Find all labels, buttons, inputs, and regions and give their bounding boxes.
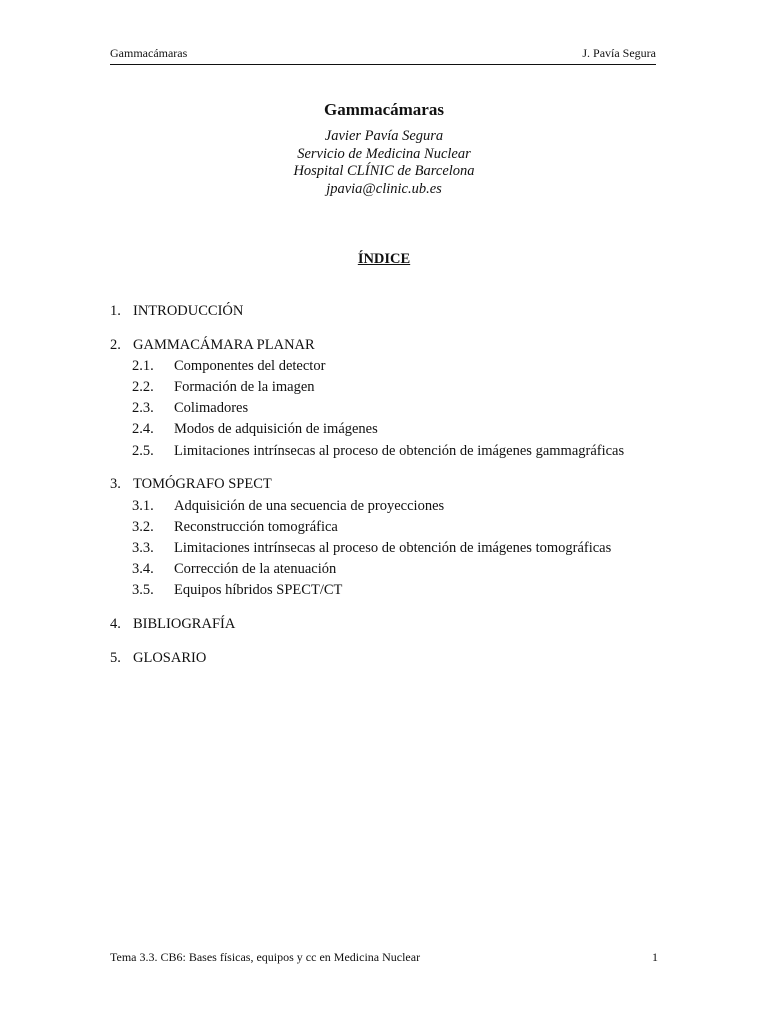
toc-subentry-label: Adquisición de una secuencia de proyecciones: [174, 497, 445, 514]
author-department: Servicio de Medicina Nuclear: [297, 145, 471, 162]
author-email: jpavia@clinic.ub.es: [326, 180, 442, 197]
toc-subentry-number: 2.1.: [132, 357, 154, 374]
toc-entry-label: BIBLIOGRAFÍA: [133, 615, 236, 632]
toc-subentry-number: 3.2.: [132, 518, 154, 535]
toc-subentry-number: 2.4.: [132, 421, 154, 438]
footer-course-title: Tema 3.3. CB6: Bases físicas, equipos y cc en Medicina Nuclear: [110, 950, 421, 964]
toc-subentry-label: Equipos híbridos SPECT/CT: [174, 582, 343, 599]
toc-subentry-number: 3.4.: [132, 561, 154, 578]
toc-section: [110, 649, 670, 670]
toc-entry: [110, 302, 670, 323]
toc-entry: [110, 615, 670, 636]
toc-entry-number: 1.: [110, 303, 121, 319]
header-title: Gammacámaras: [110, 46, 188, 60]
toc-section: [110, 615, 670, 636]
toc-subentry-label: Reconstrucción tomográfica: [174, 518, 338, 535]
page-footer: [110, 950, 658, 964]
toc-subentry-label: Formación de la imagen: [174, 379, 315, 396]
toc-section: [110, 302, 670, 323]
toc-entry-number: 5.: [110, 649, 121, 666]
title-block: [0, 99, 768, 198]
toc-subentry-label: Modos de adquisición de imágenes: [174, 421, 378, 438]
toc-section: [110, 336, 670, 463]
toc-subentry: [110, 399, 670, 420]
toc-subentry-number: 3.5.: [132, 582, 154, 599]
running-header: [110, 46, 656, 65]
toc-subentry: [110, 581, 670, 602]
toc-subentry-number: 3.1.: [132, 497, 154, 514]
toc-subentry: [110, 560, 670, 581]
toc-subentry: [110, 357, 670, 378]
toc-entry-label: INTRODUCCIÓN: [133, 303, 244, 319]
toc-subentry: [110, 539, 670, 560]
toc-subentry-number: 2.2.: [132, 379, 154, 396]
toc-subentry-label: Colimadores: [174, 400, 249, 417]
toc-entry-number: 2.: [110, 336, 121, 353]
index-heading: ÍNDICE: [357, 251, 411, 267]
table-of-contents: [110, 302, 670, 670]
toc-subentry: [110, 442, 670, 463]
toc-entry: [110, 475, 670, 496]
toc-subentry: [110, 378, 670, 399]
toc-entry-label: GAMMACÁMARA PLANAR: [133, 336, 315, 353]
page-number: 1: [652, 950, 658, 964]
toc-subentry: [110, 497, 670, 518]
toc-subentry-label: Limitaciones intrínsecas al proceso de obtención de imágenes gammagráficas: [174, 442, 625, 459]
header-author: J. Pavía Segura: [582, 46, 656, 60]
toc-subentry-number: 3.3.: [132, 539, 154, 556]
toc-entry: [110, 649, 670, 670]
toc-subentry-label: Componentes del detector: [174, 357, 326, 374]
toc-section: [110, 475, 670, 602]
author-hospital: Hospital CLÍNIC de Barcelona: [293, 163, 475, 179]
toc-entry-number: 3.: [110, 476, 121, 493]
toc-entry-label: TOMÓGRAFO SPECT: [133, 476, 272, 493]
toc-subentry-label: Corrección de la atenuación: [174, 561, 337, 578]
toc-entry-label: GLOSARIO: [133, 649, 207, 666]
toc-subentry: [110, 420, 670, 441]
document-title: Gammacámaras: [324, 100, 444, 119]
toc-subentry-number: 2.5.: [132, 442, 154, 459]
toc-subentry: [110, 518, 670, 539]
toc-subentry-number: 2.3.: [132, 400, 154, 417]
toc-entry: [110, 336, 670, 357]
toc-subentry-label: Limitaciones intrínsecas al proceso de obtención de imágenes tomográficas: [174, 539, 612, 556]
toc-entry-number: 4.: [110, 615, 121, 632]
author-name: Javier Pavía Segura: [324, 128, 444, 144]
